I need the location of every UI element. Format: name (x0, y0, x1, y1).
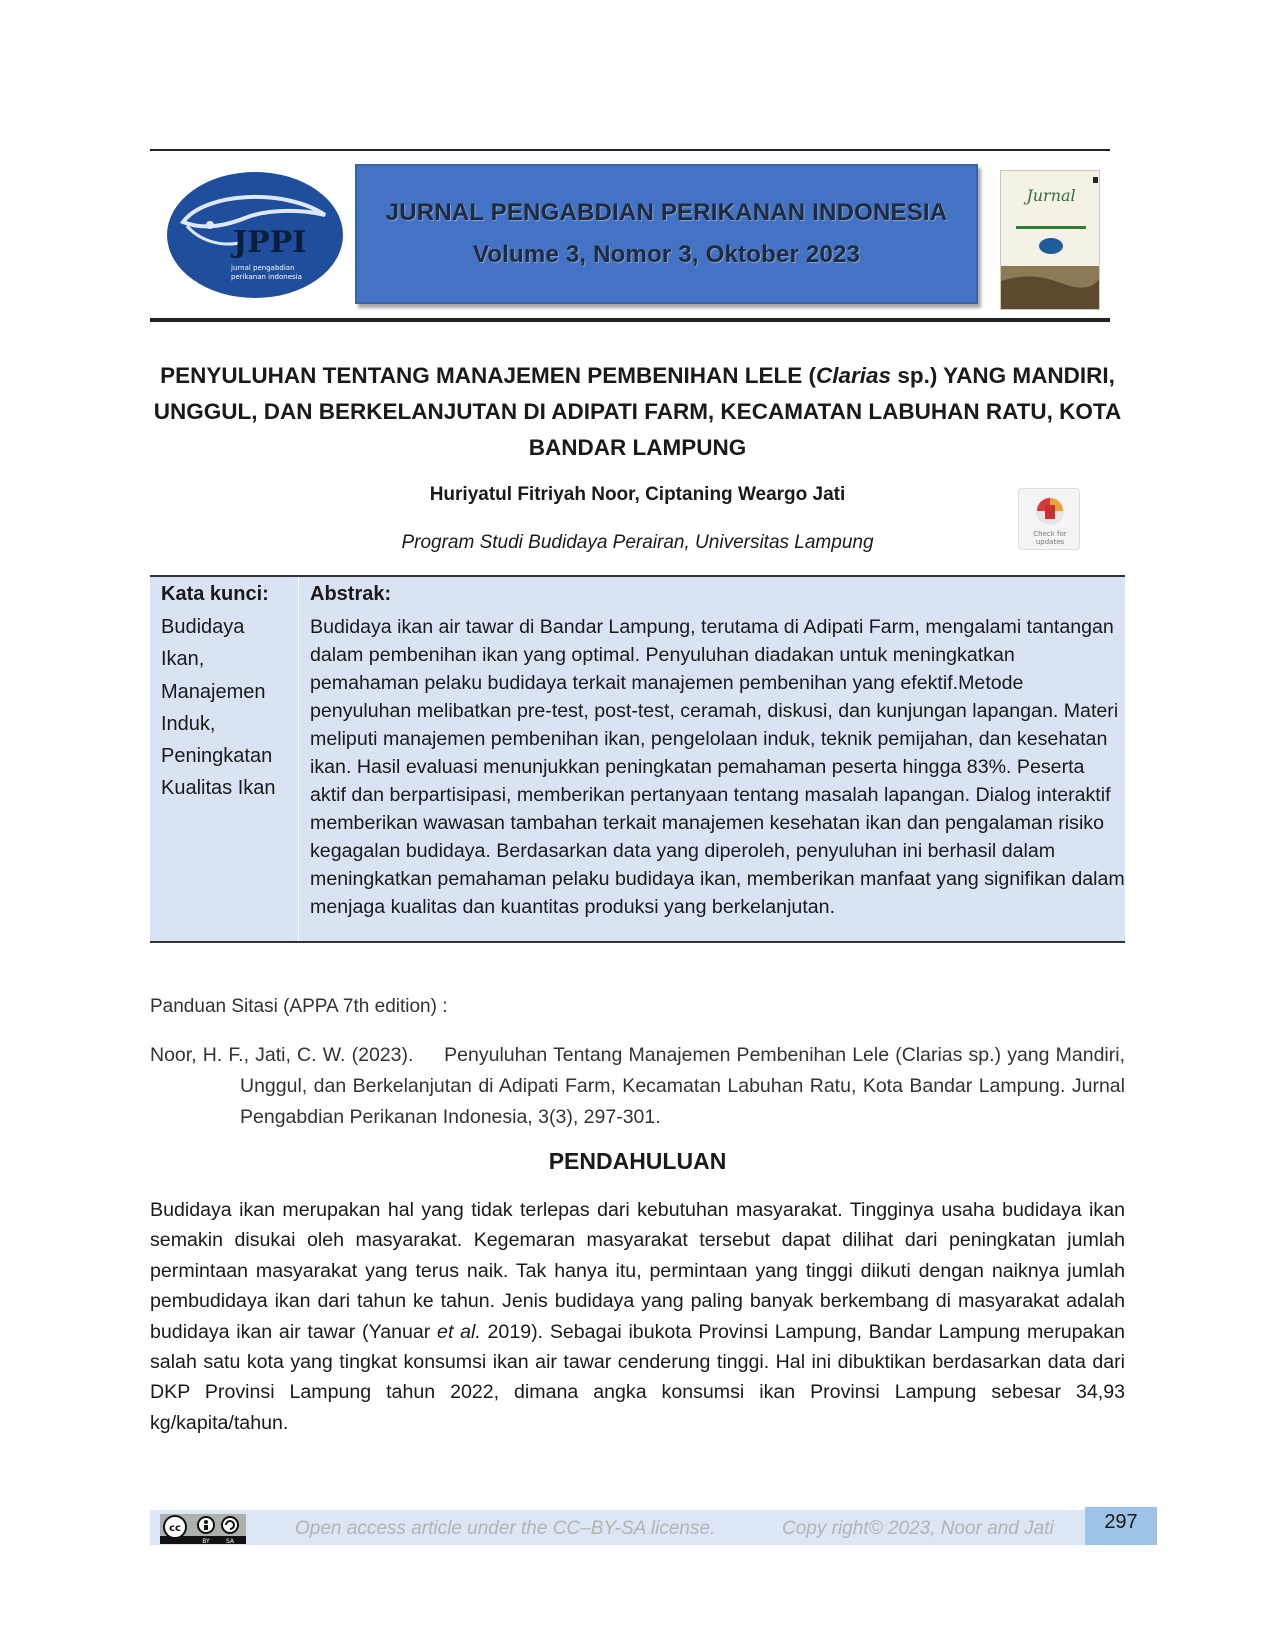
abstract-heading: Abstrak: (310, 583, 392, 605)
abstract-text: Budidaya ikan air tawar di Bandar Lampung, terutama di Adipati Farm, mengalami tantangan dalam pembenihan ikan yang optimal. Penyuluhan diadakan untuk meningkatkan pemahaman pelaku budidaya terkait manajemen pembenihan yang efektif.Metode penyuluhan melibatkan pre-test, post-test, ceramah, diskusi, dan kunjungan lapangan. Materi meliputi manajemen pembenihan ikan, pengelolaan induk, teknik pemijahan, dan kesehatan ikan. Hasil evaluasi menunjukkan peningkatan pemahaman peserta hingga 83%. Peserta aktif dan berpartisipasi, memberikan pertanyaan tentang masalah lapangan. Dialog interaktif memberikan wawasan tambahan terkait manajemen kesehatan ikan dan pengalaman risiko kegagalan budidaya. Berdasarkan data yang diperoleh, penyuluhan ini berhasil dalam meningkatkan pemahaman pelaku budidaya ikan, memberikan manfaat yang signifikan dalam menjaga kualitas dan kuantitas produksi yang berkelanjutan. (310, 616, 1125, 918)
journal-volume: Volume 3, Nomor 3, Oktober 2023 (472, 241, 861, 268)
svg-text:BY: BY (202, 1538, 210, 1544)
keyword-item: Budidaya (161, 616, 245, 638)
citation-reference: Penyuluhan Tentang Manajemen Pembenihan Lele (Clarias sp.) yang Mandiri, Unggul, dan Berkelanjutan di Adipati Farm, Kecamatan Labuhan Ratu, Kota Bandar Lampung. Jurnal Pengabdian Perikanan Indonesia, 3(3), 297-301. (240, 1044, 1125, 1128)
keywords-heading: Kata kunci: (161, 583, 269, 605)
keywords-column (150, 577, 298, 941)
svg-text:perikanan indonesia: perikanan indonesia (231, 273, 302, 281)
svg-text:SA: SA (225, 1538, 235, 1544)
cc-by-sa-icon[interactable] (160, 1514, 246, 1544)
svg-text:cc: cc (169, 1523, 181, 1534)
citation-heading: Panduan Sitasi (APPA 7th edition) : (150, 996, 448, 1017)
keyword-item: Manajemen (161, 680, 266, 703)
copyright-text: Copy right© 2023, Noor and Jati (782, 1518, 1054, 1539)
page-number: 297 (1085, 1507, 1157, 1545)
title-species-italic: Clarias (816, 363, 892, 388)
abstract-box (150, 575, 1125, 943)
citation-authors: Noor, H. F., Jati, C. W. (2023). (150, 1044, 414, 1066)
keyword-item: Ikan, (161, 648, 205, 671)
header-bottom-rule (150, 318, 1110, 322)
svg-text:Check for: Check for (1033, 530, 1067, 538)
keyword-item: Peningkatan (161, 745, 273, 768)
footer-bar (150, 1510, 1110, 1545)
jppi-logo (165, 170, 345, 300)
authors: Huriyatul Fitriyah Noor, Ciptaning Weargo Jati (429, 484, 846, 505)
header-top-rule (150, 149, 1110, 151)
journal-banner (355, 164, 978, 304)
abstract-column (298, 577, 1125, 941)
keyword-item: Kualitas Ikan (161, 777, 276, 800)
journal-cover-thumbnail (1000, 170, 1100, 310)
affiliation: Program Studi Budidaya Perairan, Universitas Lampung (401, 532, 874, 553)
journal-title: JURNAL PENGABDIAN PERIKANAN INDONESIA (385, 199, 948, 226)
intro-paragraph: Budidaya ikan merupakan hal yang tidak terlepas dari kebutuhan masyarakat. Tingginya usaha budidaya ikan semakin disukai oleh masyarakat. Kegemaran masyarakat tersebut dapat dilihat dari peningkatan jumlah permintaan masyarakat yang terus naik. Tak hanya itu, permintaan yang tinggi diikuti dengan naiknya jumlah pembudidaya ikan dari tahun ke tahun. Jenis budidaya yang paling banyak berkembang di masyarakat adalah budidaya ikan air tawar (Yanuar et al. 2019). Sebagai ibukota Provinsi Lampung, Bandar Lampung merupakan salah satu kota yang tingkat konsumsi ikan air tawar cenderung tinggi. Hal ini dibuktikan berdasarkan data dari DKP Provinsi Lampung tahun 2022, dimana angka konsumsi ikan Provinsi Lampung sebesar 34,93 kg/kapita/tahun. (150, 1199, 1125, 1434)
check-for-updates-icon[interactable] (1018, 488, 1080, 550)
cover-title: Jurnal (1026, 186, 1076, 205)
citation-text (150, 1040, 1125, 1133)
article-title: PENYULUHAN TENTANG MANAJEMEN PEMBENIHAN LELE (Clarias sp.) YANG MANDIRI, UNGGUL, DAN BERKELANJUTAN DI ADIPATI FARM, KECAMATAN LABUHAN RATU, KOTA BANDAR LAMPUNG (153, 363, 1122, 460)
et-al-italic: et al. (437, 1320, 481, 1343)
keyword-item: Induk, (161, 712, 216, 735)
logo-text: JPPI (233, 225, 307, 260)
svg-text:jurnal pengabdian: jurnal pengabdian (231, 264, 295, 272)
keywords-list (161, 611, 296, 805)
svg-text:updates: updates (1035, 538, 1065, 546)
license-text: Open access article under the CC–BY-SA license. (295, 1518, 716, 1539)
section-heading: PENDAHULUAN (548, 1148, 727, 1174)
